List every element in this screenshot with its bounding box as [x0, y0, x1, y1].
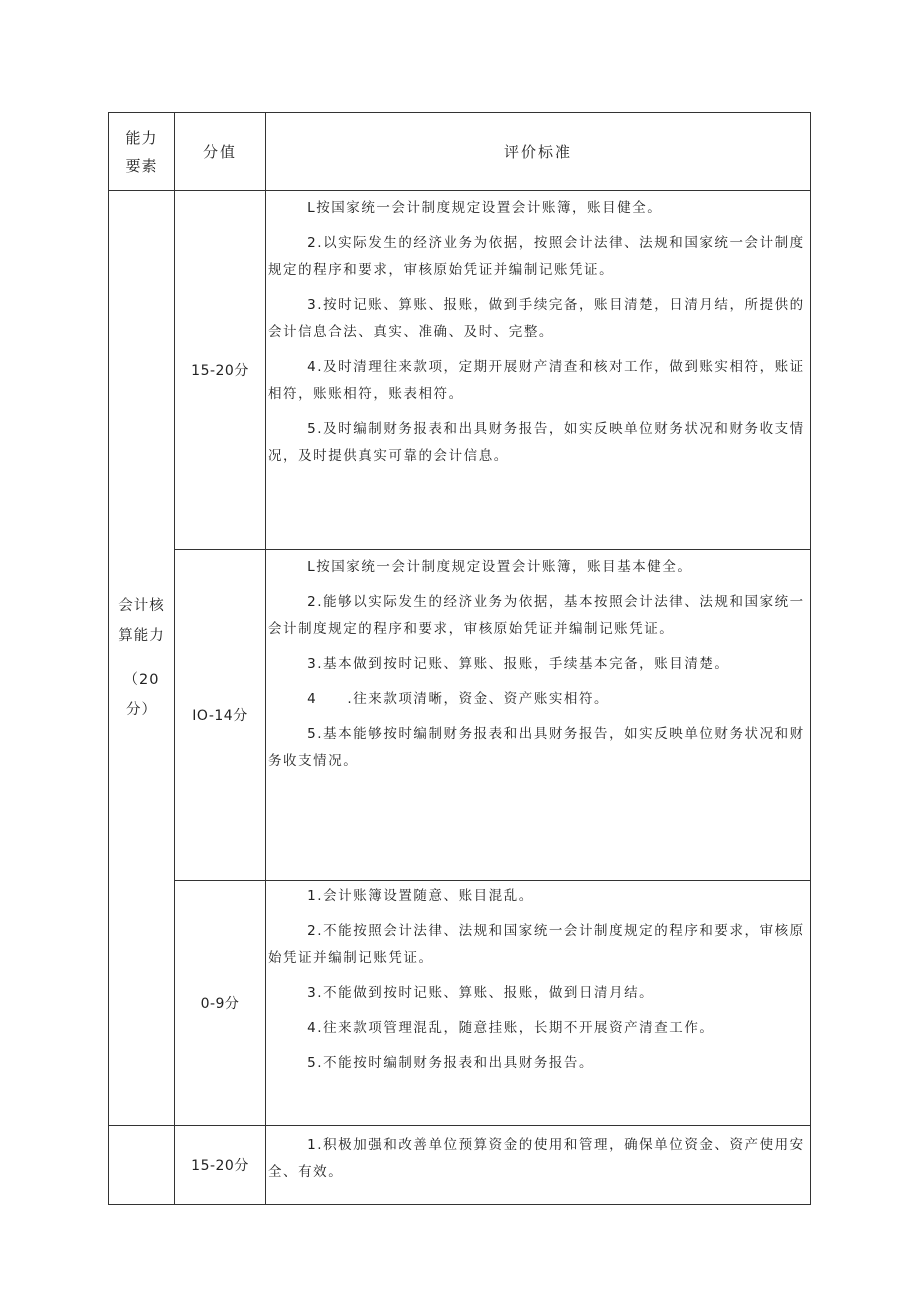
- factor-accounting-ability: [109, 191, 175, 1126]
- score-range: 15-20分: [175, 1126, 266, 1205]
- score-range: IO-14分: [175, 550, 266, 881]
- criteria-item: L按国家统一会计制度规定设置会计账簿，账目健全。: [307, 200, 663, 216]
- factor-line4: 分）: [126, 702, 157, 718]
- criteria-cell: [266, 550, 811, 881]
- criteria-item: 2.以实际发生的经济业务为依据，按照会计法律、法规和国家统一会计制度规定的程序和要求，审核原始凭证并编制记账凭证。: [268, 235, 805, 278]
- header-row: [109, 113, 811, 191]
- criteria-item: 4.往来款项管理混乱，随意挂账，长期不开展资产清查工作。: [307, 1020, 715, 1036]
- criteria-item: 5.及时编制财务报表和出具财务报告，如实反映单位财务状况和财务收支情况，及时提供真实可靠的会计信息。: [268, 421, 805, 464]
- criteria-item: 4 .往来款项清晰，资金、资产账实相符。: [307, 691, 610, 707]
- criteria-item: 2.能够以实际发生的经济业务为依据，基本按照会计法律、法规和国家统一会计制度规定的程序和要求，审核原始凭证并编制记账凭证。: [268, 594, 805, 637]
- table-row: [109, 881, 811, 1126]
- header-score: 分值: [175, 113, 266, 191]
- criteria-item: 3.按时记账、算账、报账，做到手续完备，账目清楚，日清月结，所提供的会计信息合法、真实、准确、及时、完整。: [268, 297, 805, 340]
- header-factor-line2: 要素: [125, 156, 158, 175]
- table-row: [109, 191, 811, 550]
- score-range: 0-9分: [175, 881, 266, 1126]
- evaluation-criteria-table: [108, 112, 811, 1205]
- factor-line3: （20: [123, 672, 160, 688]
- factor-empty: [109, 1126, 175, 1205]
- criteria-item: 5.基本能够按时编制财务报表和出具财务报告，如实反映单位财务状况和财务收支情况。: [268, 726, 805, 769]
- criteria-item: 1.积极加强和改善单位预算资金的使用和管理，确保单位资金、资产使用安全、有效。: [268, 1137, 805, 1180]
- criteria-item: 5.不能按时编制财务报表和出具财务报告。: [307, 1055, 595, 1071]
- table-row: [109, 1126, 811, 1205]
- criteria-item: 1.会计账簿设置随意、账目混乱。: [307, 888, 534, 904]
- criteria-item: 2.不能按照会计法律、法规和国家统一会计制度规定的程序和要求，审核原始凭证并编制记账凭证。: [268, 923, 805, 966]
- criteria-item: 3.基本做到按时记账、算账、报账，手续基本完备，账目清楚。: [307, 656, 730, 672]
- criteria-item: L按国家统一会计制度规定设置会计账簿，账目基本健全。: [307, 559, 693, 575]
- score-range: 15-20分: [175, 191, 266, 550]
- criteria-cell: [266, 881, 811, 1126]
- criteria-cell: [266, 1126, 811, 1205]
- header-ability-factor: [109, 113, 175, 191]
- factor-line1: 会计核: [118, 598, 165, 614]
- criteria-item: 3.不能做到按时记账、算账、报账，做到日清月结。: [307, 985, 655, 1001]
- header-criteria: 评价标准: [266, 113, 811, 191]
- header-factor-line1: 能力: [125, 128, 158, 147]
- criteria-cell: [266, 191, 811, 550]
- table-row: [109, 550, 811, 881]
- factor-line2: 算能力: [118, 628, 165, 644]
- criteria-item: 4.及时清理往来款项，定期开展财产清查和核对工作，做到账实相符，账证相符，账账相符，账表相符。: [268, 359, 805, 402]
